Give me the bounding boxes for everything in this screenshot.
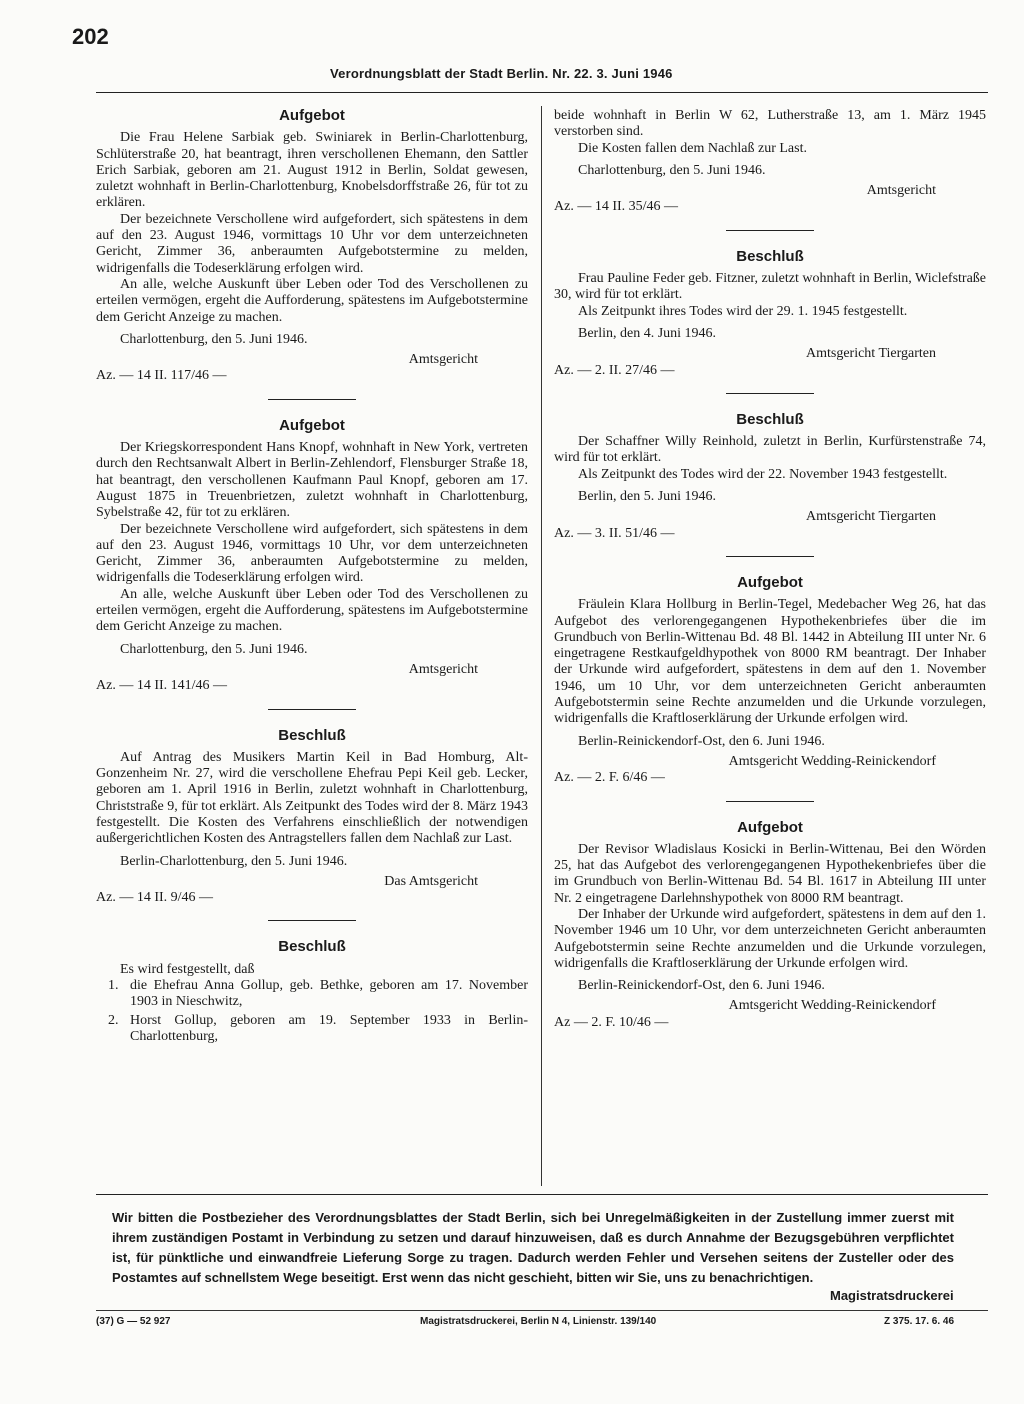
left-column xyxy=(96,108,528,1047)
notice-beschluss-gollup-cont xyxy=(554,108,986,216)
section-separator xyxy=(268,399,356,400)
list-item xyxy=(108,978,528,1011)
notice-aufgebot-knopf xyxy=(96,418,528,695)
notice-paragraph: Die Kosten fallen dem Nachlaß zur Last. xyxy=(578,140,807,156)
section-separator xyxy=(726,230,814,231)
notice-paragraph: Es wird festgestellt, daß xyxy=(120,961,255,977)
page-number: 202 xyxy=(72,24,109,49)
notice-paragraph: Als Zeitpunkt des Todes wird der 22. November 1943 festgestellt. xyxy=(578,466,948,482)
footer-left: (37) G — 52 927 xyxy=(96,1316,171,1327)
section-separator xyxy=(726,393,814,394)
notice-paragraph: Als Zeitpunkt ihres Todes wird der 29. 1. 1945 festgestellt. xyxy=(578,303,908,319)
notice-court: Amtsgericht Tiergarten xyxy=(805,509,936,525)
notice-beschluss-reinhold xyxy=(554,412,986,542)
section-separator xyxy=(268,920,356,921)
notice-paragraph: Die Frau Helene Sarbiak geb. Swiniarek in Berlin-Charlottenburg, Schlüterstraße 20, hat beantragt, ihren verschollenen Ehemann, den Sattler Erich Sarbiak, geboren am 21. August 1912 in Berlin, Soldat gewesen, zuletzt wohnhaft in Berlin-Charlottenburg, Knobelsdorffstraße 26, für tot zu erklären. xyxy=(96,130,528,211)
section-separator xyxy=(726,556,814,557)
notice-heading: Aufgebot xyxy=(279,107,345,124)
list-item xyxy=(108,1013,528,1046)
notice-paragraph: Der Kriegskorrespondent Hans Knopf, wohnhaft in New York, vertreten durch den Rechtsanwalt Albert in Berlin-Zehlendorf, Flensburger Straße 18, hat beantragt, den verschollenen Kaufmann Paul Knopf, geboren am 17. August 1875 in Treuenbrietzen, zuletzt wohnhaft in Charlottenburg, Sybelstraße 42, für tot zu erklären. xyxy=(96,440,528,521)
notice-paragraph: An alle, welche Auskunft über Leben oder Tod des Verschollenen zu erteilen vermögen, ergeht die Aufforderung, spätestens im Aufgebotstermine dem Gericht Anzeige zu machen. xyxy=(96,276,528,325)
notice-paragraph: Der Inhaber der Urkunde wird aufgefordert, spätestens in dem auf den 1. November 1946 um 10 Uhr, vor dem unterzeichneten Gericht anberaumten Aufgebotstermin seine Rechte anzumelden und die Urkunde vorzulegen, widrigenfalls die Kraftloserklärung der Urkunde erfolgen wird. xyxy=(554,906,986,971)
list-text: die Ehefrau Anna Gollup, geb. Bethke, geboren am 17. November 1903 in Nieschwitz, xyxy=(130,978,528,1010)
notice-heading: Aufgebot xyxy=(279,416,345,434)
section-separator xyxy=(268,709,356,710)
footer-rule xyxy=(96,1310,988,1311)
notice-heading: Beschluß xyxy=(736,247,804,265)
notice-file-number: Az. — 14 II. 117/46 — xyxy=(96,368,227,384)
notice-file-number: Az. — 14 II. 35/46 — xyxy=(554,199,679,215)
right-column xyxy=(554,108,986,1031)
notice-heading: Aufgebot xyxy=(737,818,803,836)
section-separator xyxy=(726,801,814,802)
notice-place-date: Charlottenburg, den 5. Juni 1946. xyxy=(578,162,766,178)
notice-heading: Beschluß xyxy=(278,938,346,956)
notice-beschluss-gollup xyxy=(96,939,528,1045)
notice-place-date: Berlin, den 5. Juni 1946. xyxy=(578,489,717,505)
notice-signature: Magistratsdruckerei xyxy=(830,1288,954,1303)
footer-right: Z 375. 17. 6. 46 xyxy=(884,1316,955,1327)
notice-heading: Beschluß xyxy=(278,726,346,744)
notice-file-number: Az. — 2. F. 6/46 — xyxy=(554,770,665,786)
notice-aufgebot-hollburg xyxy=(554,575,986,787)
notice-file-number: Az. — 3. II. 51/46 — xyxy=(554,525,675,541)
notice-beschluss-feder xyxy=(554,249,986,379)
notice-beschluss-keil xyxy=(96,728,528,907)
running-head: Verordnungsblatt der Stadt Berlin. Nr. 22. 3. Juni 1946 xyxy=(330,66,673,81)
notice-paragraph: Der bezeichnete Verschollene wird aufgefordert, sich spätestens in dem auf den 23. August 1946, vormittags 10 Uhr, vor dem unterzeichneten Gericht, Zimmer 36, anberaumten Aufgebotstermine zu melden, widrigenfalls die Todeserklärung erfolgen wird. xyxy=(96,521,528,586)
notice-place-date: Charlottenburg, den 5. Juni 1946. xyxy=(120,331,308,347)
notice-court: Amtsgericht xyxy=(408,661,478,677)
notice-court: Amtsgericht xyxy=(408,352,478,368)
notice-file-number: Az — 2. F. 10/46 — xyxy=(554,1014,669,1030)
notice-paragraph: Der Schaffner Willy Reinhold, zuletzt in Berlin, Kurfürstenstraße 74, wird für tot erklärt. xyxy=(554,434,986,466)
notice-place-date: Berlin-Reinickendorf-Ost, den 6. Juni 1946. xyxy=(578,733,825,749)
notice-place-date: Berlin-Charlottenburg, den 5. Juni 1946. xyxy=(120,853,348,869)
notice-file-number: Az. — 2. II. 27/46 — xyxy=(554,362,675,378)
notice-place-date: Berlin, den 4. Juni 1946. xyxy=(578,325,717,341)
notice-paragraph: Frau Pauline Feder geb. Fitzner, zuletzt wohnhaft in Berlin, Wiclefstraße 30, wird für tot erklärt. xyxy=(554,271,986,303)
notice-file-number: Az. — 14 II. 9/46 — xyxy=(96,890,214,906)
list-number: 1. xyxy=(108,978,119,994)
notice-court: Amtsgericht Wedding-Reinickendorf xyxy=(728,998,936,1014)
notice-rule xyxy=(96,1194,988,1195)
notice-court: Das Amtsgericht xyxy=(384,873,478,889)
list-text: Horst Gollup, geboren am 19. September 1933 in Berlin-Charlottenburg, xyxy=(130,1012,528,1044)
notice-paragraph: Auf Antrag des Musikers Martin Keil in Bad Homburg, Alt-Gonzenheim Nr. 27, wird die verschollene Ehefrau Pepi Keil geb. Lecker, geboren am 1. April 1916 in Berlin, zuletzt wohnhaft in Charlottenburg, Christstraße 9, für tot erklärt. Als Zeitpunkt des Todes wird der 8. März 1943 festgestellt. Die Kosten des Verfahrens einschließlich der notwendigen außergerichtlichen Kosten des Antragstellers fallen dem Nachlaß zur Last. xyxy=(96,749,528,847)
notice-place-date: Charlottenburg, den 5. Juni 1946. xyxy=(120,641,308,657)
notice-court: Amtsgericht xyxy=(866,183,936,199)
footer-center: Magistratsdruckerei, Berlin N 4, Linienstr. 139/140 xyxy=(420,1316,657,1327)
notice-place-date: Berlin-Reinickendorf-Ost, den 6. Juni 1946. xyxy=(578,978,825,994)
notice-paragraph: beide wohnhaft in Berlin W 62, Lutherstraße 13, am 1. März 1945 verstorben sind. xyxy=(554,108,986,140)
notice-aufgebot-kosicki xyxy=(554,820,986,1032)
notice-heading: Beschluß xyxy=(736,410,804,428)
list-number: 2. xyxy=(108,1012,119,1028)
notice-court: Amtsgericht Tiergarten xyxy=(805,346,936,362)
header-rule xyxy=(96,92,988,93)
column-divider xyxy=(541,106,542,1186)
subscriber-notice: Wir bitten die Postbezieher des Verordnungsblattes der Stadt Berlin, sich bei Unregelmäßigkeiten in der Zustellung immer zuerst mit ihrem zuständigen Postamt in Verbindung zu setzen und darauf hinzuweisen, daß es durch Annahme der Bezugsgebühren verpflichtet ist, für pünktliche und einwandfreie Lieferung Sorge zu tragen. Dadurch werden Fehler und Versehen seitens der Zusteller oder des Postamtes auf schnellstem Wege beseitigt. Erst wenn das nicht geschieht, bitten wir Sie, uns zu benachrichtigen. xyxy=(112,1210,954,1285)
notice-heading: Aufgebot xyxy=(737,573,803,591)
notice-paragraph: Der bezeichnete Verschollene wird aufgefordert, sich spätestens in dem auf den 23. August 1946, vormittags 10 Uhr vor dem unterzeichneten Gericht, Zimmer 36, anberaumten Aufgebotstermine zu melden, widrigenfalls die Todeserklärung erfolgen wird. xyxy=(96,211,528,276)
notice-paragraph: An alle, welche Auskunft über Leben oder Tod des Verschollenen zu erteilen vermögen, ergeht die Aufforderung, spätestens im Aufgebotstermine dem Gericht Anzeige zu machen. xyxy=(96,586,528,635)
notice-aufgebot-sarbiak xyxy=(96,108,528,385)
notice-paragraph: Der Revisor Wladislaus Kosicki in Berlin-Wittenau, Bei den Wörden 25, hat das Aufgebot des verlorengegangenen Hypothekenbriefes über die im Grundbuch von Berlin-Wittenau Bd. 54 Bl. 1617 in Abteilung III unter Nr. 2 eingetragene Darlehnshypothek von 8000 RM beantragt. xyxy=(554,841,986,906)
notice-file-number: Az. — 14 II. 141/46 — xyxy=(96,678,228,694)
notice-paragraph: Fräulein Klara Hollburg in Berlin-Tegel, Medebacher Weg 26, hat das Aufgebot des verlorengegangenen Hypothekenbriefes über die im Grundbuch von Berlin-Wittenau Bd. 48 Bl. 1442 in Abteilung III unter Nr. 6 eingetragene Restkaufgeldhypothek von 8000 RM beantragt. Der Inhaber der Urkunde wird aufgefordert, spätestens in dem auf den 1. November 1946, um 10 Uhr, vor dem unterzeichneten Gericht anberaumten Aufgebotstermin seine Rechte anzumelden und die Urkunde vorzulegen, widrigenfalls die Kraftloserklärung der Urkunde erfolgen wird. xyxy=(554,597,986,727)
notice-court: Amtsgericht Wedding-Reinickendorf xyxy=(728,753,936,769)
